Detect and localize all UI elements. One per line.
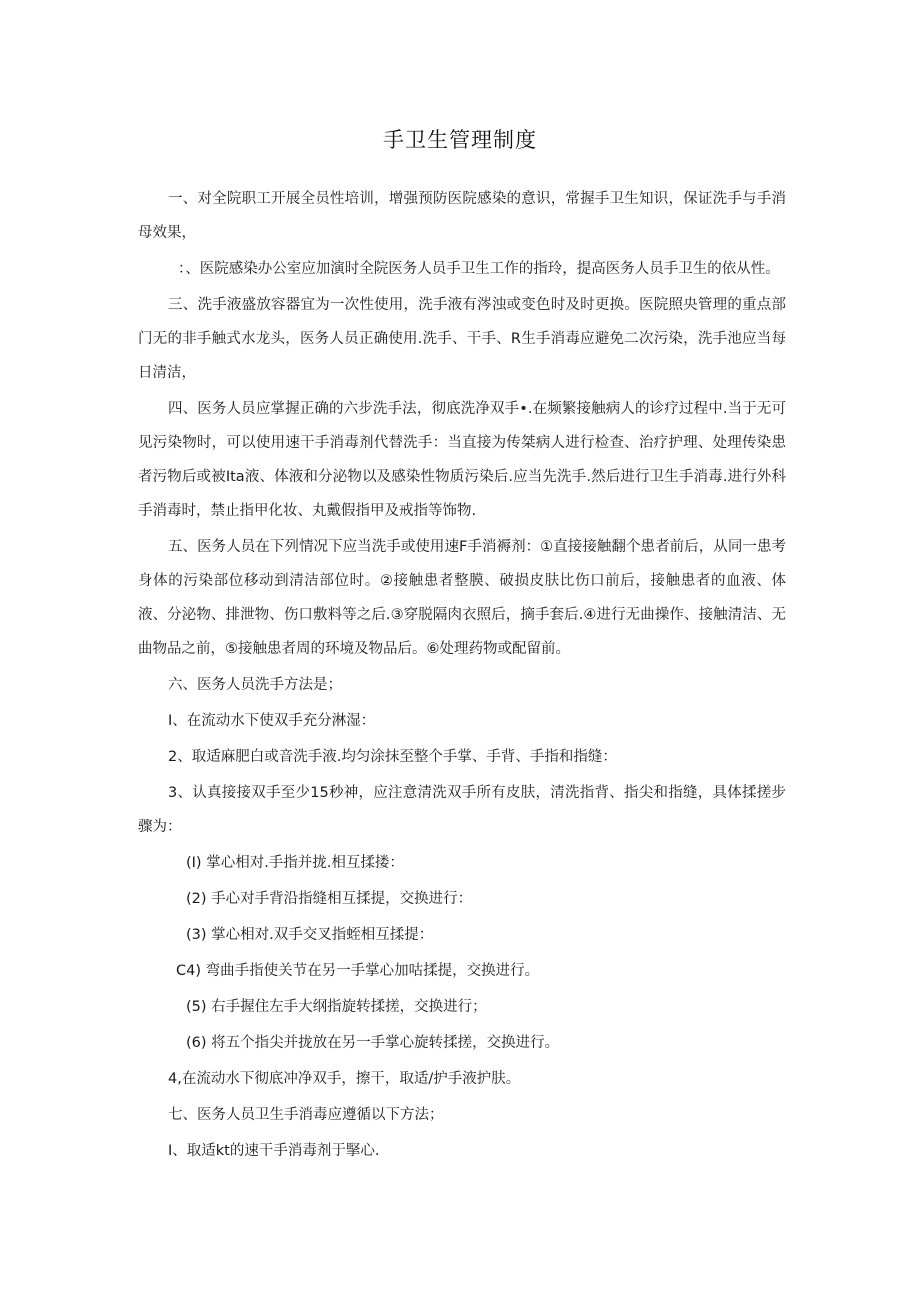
step-3: 3、认真接接双手至少15秒神，应注意清洗双手所有皮肤，清洗指背、指尖和指缝，具体揉搓步骤为： — [138, 785, 786, 835]
paragraph-1-training: 一、对全院职工开展全员性培训，增强预防医院感染的意识，常握手卫生知识，保证洗手与手消母效果， — [138, 191, 786, 241]
step-2: 2、取适麻肥白或音洗手液.均匀涂抹至整个手掌、手背、手指和指缝： — [168, 749, 617, 765]
document-title: 手卫生管理制度 — [383, 128, 537, 152]
paragraph-5-when-to-wash: 五、医务人员在下列情况下应当洗手或使用速F手消褥剂：①直接接触翻个患者前后，从同一患考身体的污染部位移动到清洁部位时。②接触患者整膜、破损皮肤比伤口前后，接触患者的血液、体液、分泌物、排泄物、伤口敷料等之后.③穿脱隔肉衣照后，摘手套后.④进行无曲操作、接触清洁、无曲物品之前，⑤接触患者周的环境及物品后。⑥处理药物或配留前。 — [138, 539, 786, 657]
document-body — [138, 182, 786, 1170]
paragraph-3-soap-container: 三、洗手液盛放容器宜为一次性使用，洗手液有涔浊或变色时及时更换。医院照央管理的重点部门无的非手触式水龙头，医务人员正确使用.洗手、干手、R生手消毒应避免二次污染，洗手池应当每日清洁， — [138, 297, 786, 381]
paragraph-2-guidance: ：、医院感染办公室应加演时全院医务人员手卫生工作的指玲，提高医务人员手卫生的依从性。 — [178, 261, 780, 277]
sub-step-3: (3) 掌心相对.双手交叉指蛭相互揉提： — [186, 927, 434, 943]
sub-step-2: (2) 手心对手背沿指缝相互揉提，交换进行： — [186, 891, 473, 907]
sub-step-4: C4) 弯曲手指使关节在另一手掌心加咕揉提，交换进行。 — [176, 963, 540, 979]
step-4: 4,在流动水下彻底冲净双手，擦干，取适/护手液护肤。 — [168, 1071, 521, 1087]
sub-step-1: (I) 掌心相对.手指并拢.相互揉搂： — [186, 855, 404, 871]
disinfection-step-1: I、取适kt的速干手消毒剂于掔心. — [168, 1143, 380, 1159]
paragraph-6-method-heading: 六、医务人员洗手方法是； — [168, 677, 342, 693]
sub-step-6: (6) 将五个指尖并拢放在另一手掌心旋转揉搓，交换进行。 — [186, 1035, 560, 1051]
paragraph-4-six-step: 四、医务人员应掌握正确的六步洗手法，彻底洗净双手•.在频繁接触病人的诊疗过程中.当于无可见污染物时，可以使用速干手消毒剂代替洗手：当直接为传桀病人进行检查、治疗护理、处理传染患者污物后或被Ita液、体液和分泌物以及感染性物质污染后.应当先洗手.然后进行卫生手消毒.进行外科手消毒时，禁止指甲化妆、丸戴假指甲及戒指等饰物. — [138, 401, 786, 519]
sub-step-5: (5) 右手握住左手大纲指旋转揉搓，交换进行； — [186, 999, 487, 1015]
step-1: I、在流动水下使双手充分淋湿： — [168, 713, 376, 729]
paragraph-7-disinfection-heading: 七、医务人员卫生手消毒应遵循以下方法； — [168, 1107, 444, 1123]
